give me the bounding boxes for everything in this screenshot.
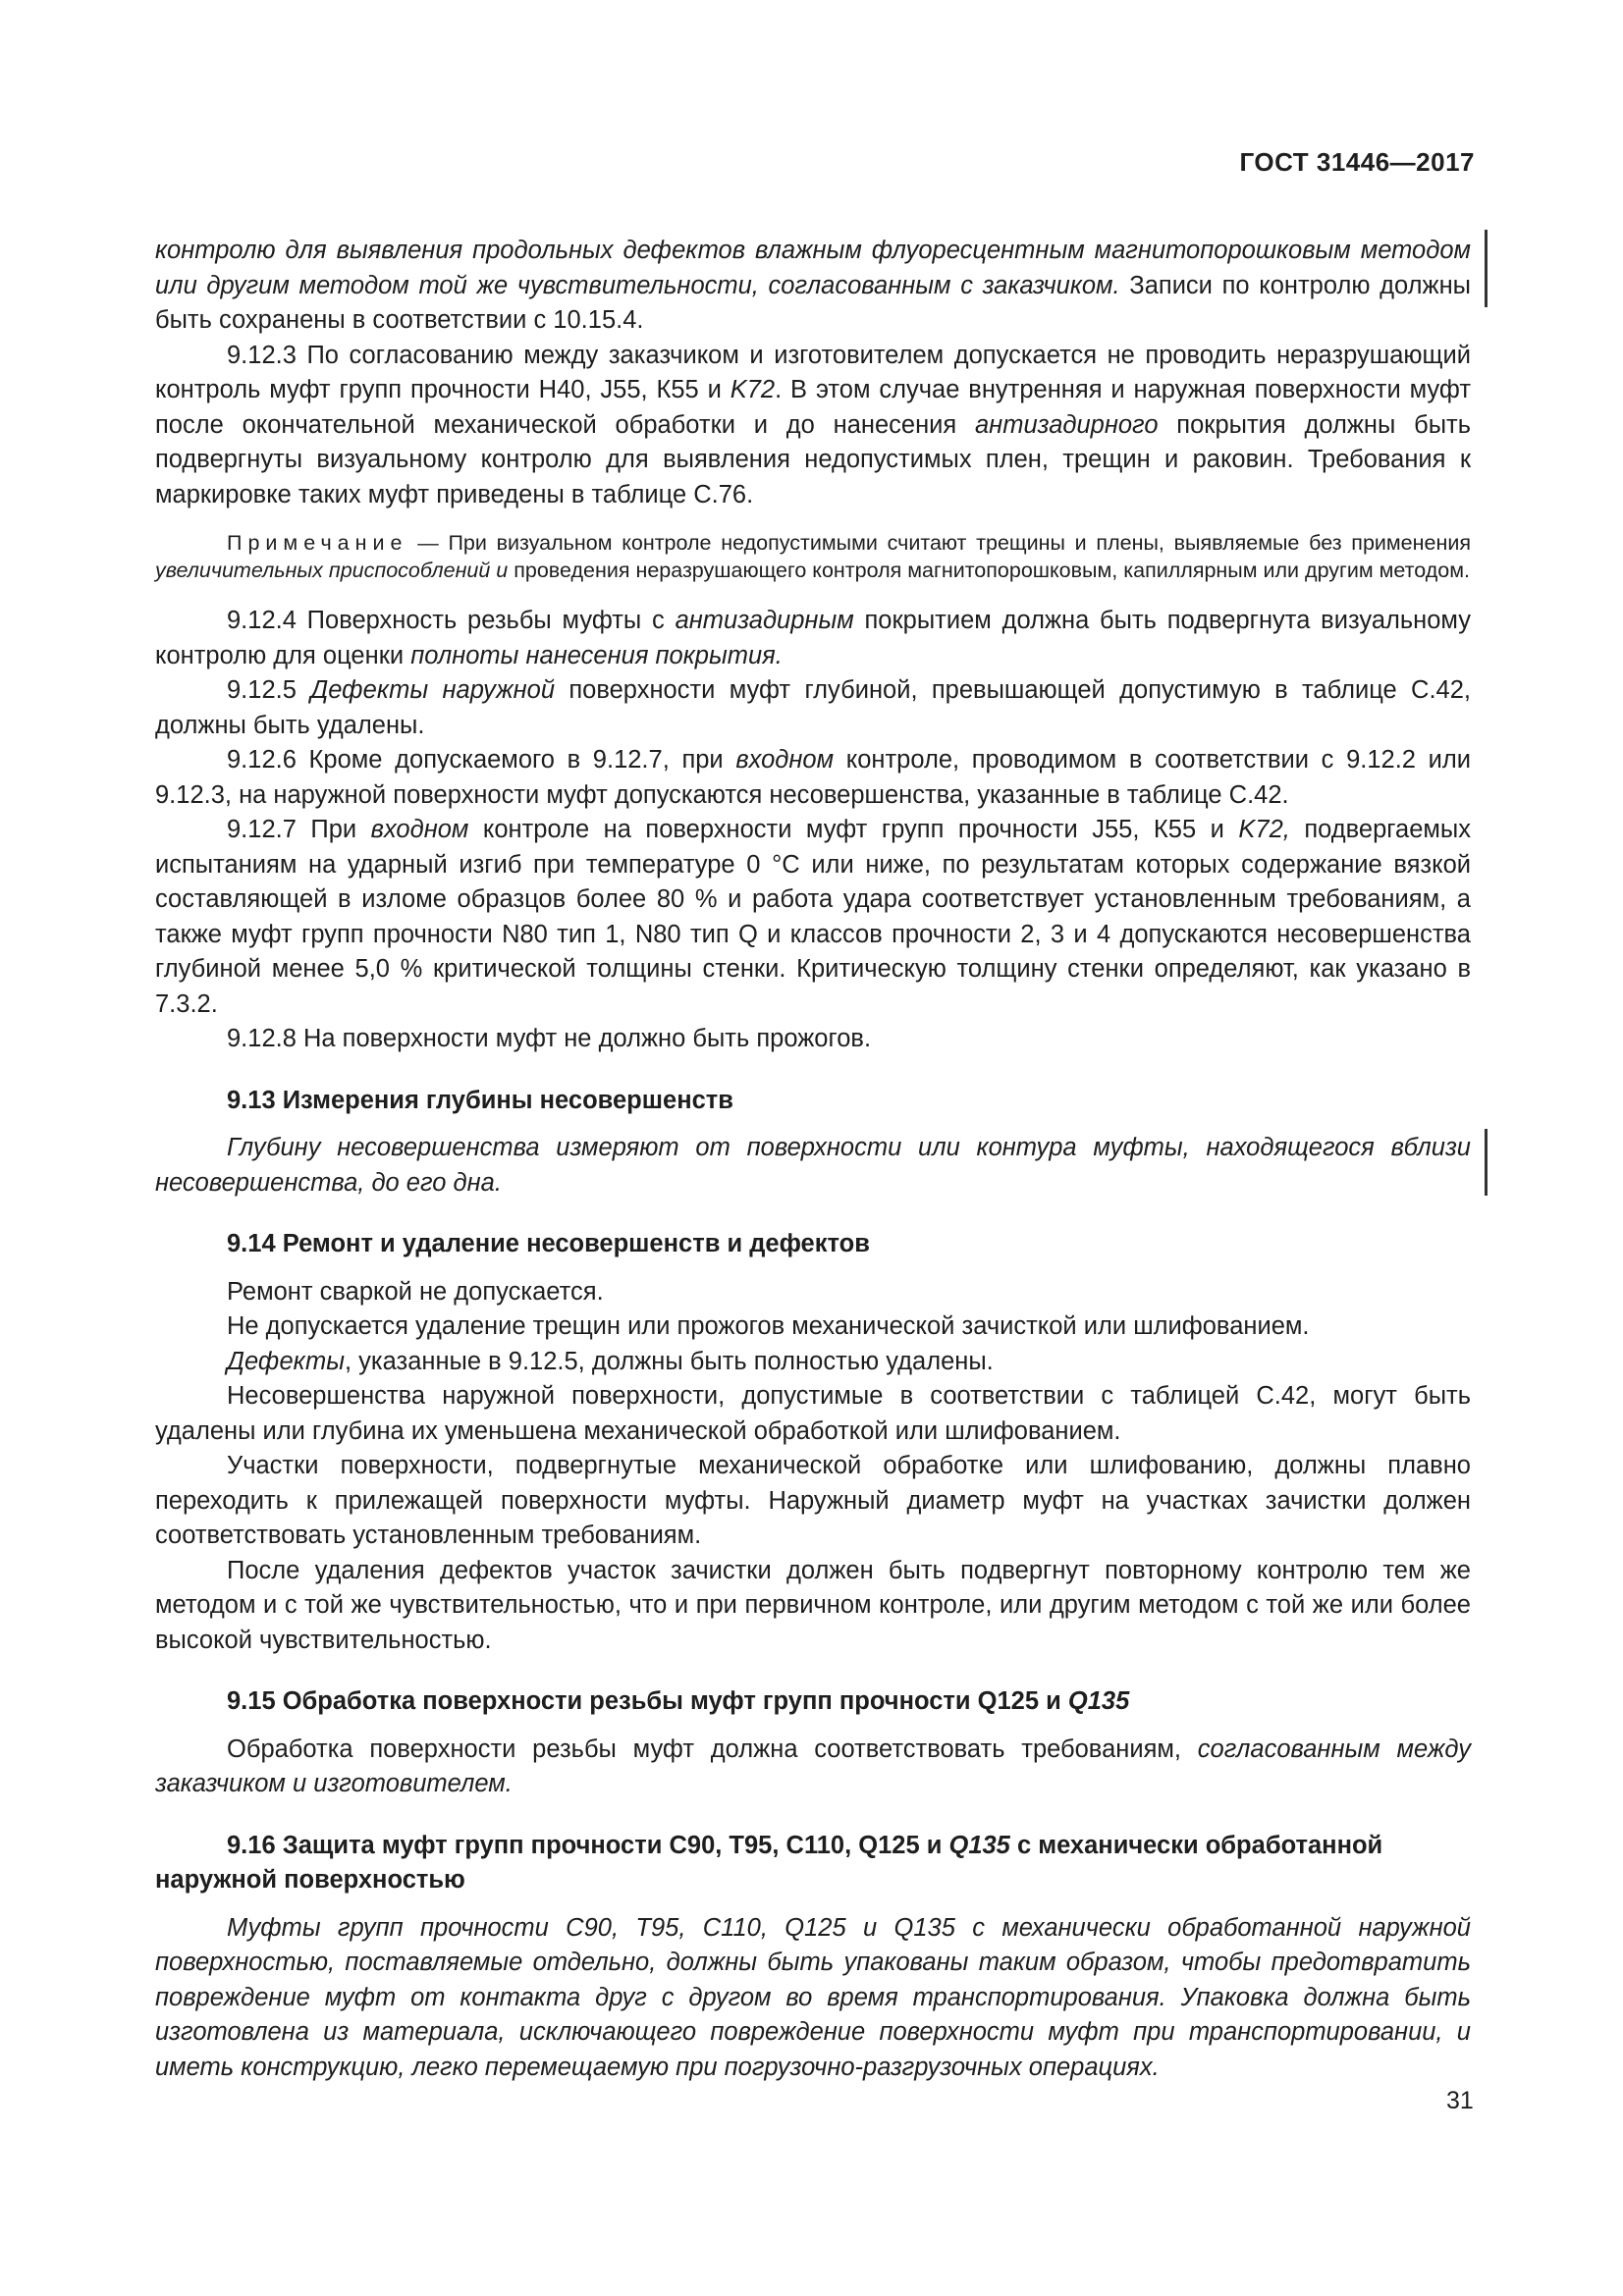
section-9-14-p5: Участки поверхности, подвергнутые механической обработке или шлифованию, должны плавно переходить к прилежащей поверхности муфты. Наружный диаметр муфт на участках зачистки должен соответствовать установленным требованиям. xyxy=(155,1452,1471,1549)
clause-9-12-7: 9.12.7 При входном контроле на поверхности муфт групп прочности J55, К55 и K72, подвергаемых испытаниям на ударный изгиб при температуре 0 °С или ниже, по результатам которых содержание вязкой составляющей в изломе образцов более 80 % и работа удара соответствует установленным требованиям, а также муфт групп прочности N80 тип 1, N80 тип Q и классов прочности 2, 3 и 4 допускаются несовершенства глубиной менее 5,0 % критической толщины стенки. Критическую толщину стенки определяют, как указано в 7.3.2. xyxy=(155,816,1471,1018)
change-bar xyxy=(1485,230,1488,307)
page-content xyxy=(155,234,1471,2085)
section-heading-9-13: 9.13 Измерения глубины несовершенств xyxy=(227,1086,733,1114)
section-9-13-text: Глубину несовершенства измеряют от поверхности или контура муфты, находящегося вблизи несовершенства, до его дна. xyxy=(155,1134,1471,1197)
section-9-14-p3: Дефекты, указанные в 9.12.5, должны быть полностью удалены. xyxy=(227,1347,994,1375)
paragraph-continuation: контролю для выявления продольных дефектов влажным флуоресцентным магнитопорошковым методом или другим методом той же чувствительности, согласованным с заказчиком. Записи по контролю должны быть сохранены в соответствии с 10.15.4. xyxy=(155,237,1471,334)
section-9-15-text: Обработка поверхности резьбы муфт должна соответствовать требованиям, согласованным между заказчиком и изготовителем. xyxy=(155,1735,1471,1797)
section-9-16-text: Муфты групп прочности С90, Т95, С110, Q125 и Q135 с механически обработанной наружной поверхностью, поставляемые отдельно, должны быть упакованы таким образом, чтобы предотвратить повреждение муфт от контакта друг с другом во время транспортирования. Упаковка должна быть изготовлена из материала, исключающего повреждение поверхности муфт при транспортировании, и иметь конструкцию, легко перемещаемую при погрузочно-разгрузочных операциях. xyxy=(155,1913,1471,2081)
clause-9-12-4: 9.12.4 Поверхность резьбы муфты с антизадирным покрытием должна быть подвергнута визуальному контролю для оценки полноты нанесения покрытия. xyxy=(155,607,1471,669)
section-9-14-p4: Несовершенства наружной поверхности, допустимые в соответствии с таблицей С.42, могут быть удалены или глубина их уменьшена механической обработкой или шлифованием. xyxy=(155,1382,1471,1445)
section-9-14-p6: После удаления дефектов участок зачистки должен быть подвергнут повторному контролю тем же методом и с той же чувствительностью, что и при первичном контроле, или другим методом с той же или более высокой чувствительностью. xyxy=(155,1556,1471,1654)
section-9-14-p1: Ремонт сваркой не допускается. xyxy=(227,1277,604,1306)
document-number: ГОСТ 31446—2017 xyxy=(1239,147,1475,177)
clause-9-12-8: 9.12.8 На поверхности муфт не должно быть прожогов. xyxy=(227,1025,872,1052)
section-heading-9-15: 9.15 Обработка поверхности резьбы муфт групп прочности Q125 и Q135 xyxy=(227,1687,1130,1715)
clause-9-12-6: 9.12.6 Кроме допускаемого в 9.12.7, при входном контроле, проводимом в соответствии с 9.12.2 или 9.12.3, на наружной поверхности муфт допускаются несовершенства, указанные в таблице С.42. xyxy=(155,746,1471,809)
section-heading-9-16: 9.16 Защита муфт групп прочности С90, Т95, С110, Q125 и Q135 с механически обработанной наружной поверхностью xyxy=(155,1831,1383,1894)
change-bar xyxy=(1485,1129,1488,1196)
clause-9-12-5: 9.12.5 Дефекты наружной поверхности муфт глубиной, превышающей допустимую в таблице С.42, должны быть удалены. xyxy=(155,676,1471,739)
note-label: Примечание xyxy=(227,531,408,555)
note: Примечание — При визуальном контроле недопустимыми считают трещины и плены, выявляемые без применения увеличительных приспособлений и проведения неразрушающего контроля магнитопорошковым, капиллярным или другим методом. xyxy=(155,531,1471,582)
clause-9-12-3: 9.12.3 По согласованию между заказчиком и изготовителем допускается не проводить неразрушающий контроль муфт групп прочности Н40, J55, К55 и K72. В этом случае внутренняя и наружная поверхности муфт после окончательной механической обработки и до нанесения антизадирного покрытия должны быть подвергнуты визуальному контролю для выявления недопустимых плен, трещин и раковин. Требования к маркировке таких муфт приведены в таблице С.76. xyxy=(155,341,1471,508)
section-9-14-p2: Не допускается удаление трещин или прожогов механической зачисткой или шлифованием. xyxy=(227,1312,1310,1340)
section-heading-9-14: 9.14 Ремонт и удаление несовершенств и дефектов xyxy=(227,1230,870,1257)
page-number: 31 xyxy=(1446,2087,1474,2114)
